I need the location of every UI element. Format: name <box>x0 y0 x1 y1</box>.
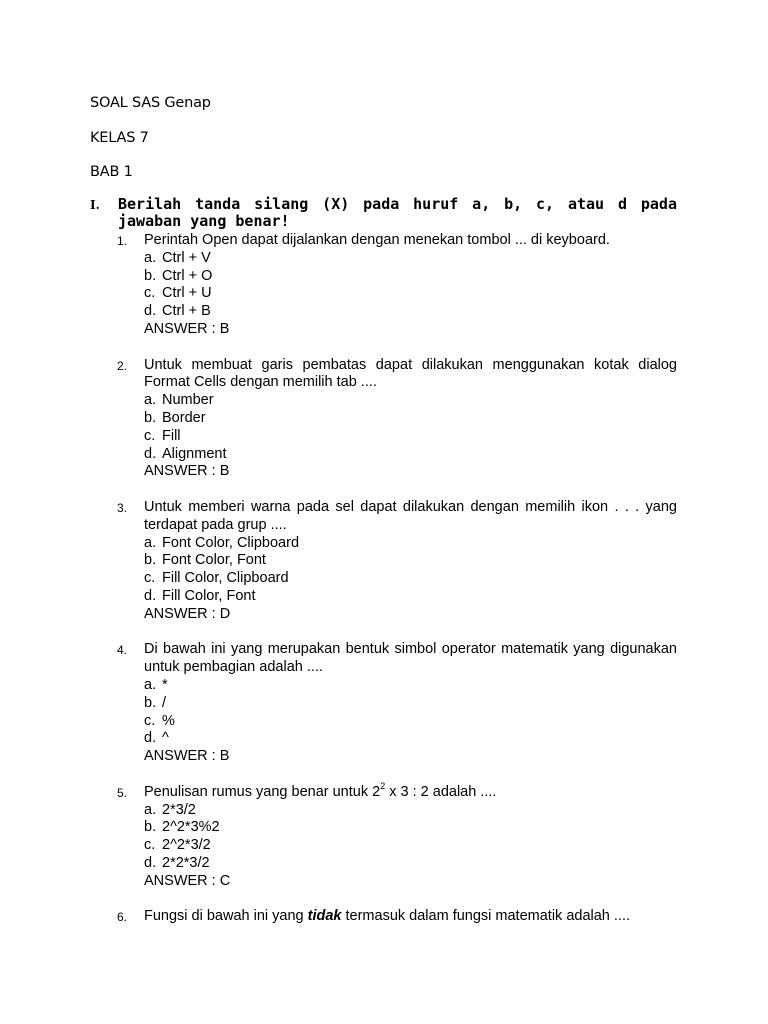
question-number: 1. <box>117 234 128 248</box>
option-a <box>144 250 677 268</box>
question-number: 3. <box>117 500 128 515</box>
question-item <box>117 232 677 339</box>
option-letter: c. <box>144 712 156 729</box>
question-text-part: x 3 : 2 adalah .... <box>385 783 497 800</box>
question-item <box>117 499 677 624</box>
option-letter: a. <box>144 801 157 818</box>
option-letter: b. <box>144 694 157 711</box>
option-letter: b. <box>144 409 157 426</box>
option-text: 2^2*3%2 <box>162 819 220 836</box>
option-d <box>144 588 677 606</box>
option-letter: b. <box>144 267 157 284</box>
option-d <box>144 303 677 321</box>
answer-key: ANSWER : B <box>144 748 230 765</box>
question-list <box>117 232 677 944</box>
option-letter: c. <box>144 837 156 854</box>
option-c <box>144 837 677 855</box>
option-letter: d. <box>144 587 157 604</box>
chapter-heading: BAB 1 <box>90 164 133 180</box>
question-number: 5. <box>117 785 128 800</box>
option-b <box>144 410 677 428</box>
option-text: Ctrl + V <box>162 249 211 266</box>
option-a <box>144 802 677 820</box>
question-item <box>117 780 677 891</box>
option-letter: b. <box>144 552 157 569</box>
option-c <box>144 570 677 588</box>
option-a <box>144 677 677 695</box>
option-letter: d. <box>144 730 157 747</box>
option-letter: c. <box>144 427 156 444</box>
option-b <box>144 695 677 713</box>
option-letter: c. <box>144 570 156 587</box>
option-d <box>144 855 677 873</box>
option-text: % <box>162 712 175 729</box>
question-text: Untuk membuat garis pembatas dapat dilakukan menggunakan kotak dialog Format Cells dengan memilih tab .... <box>144 356 677 391</box>
option-text: Ctrl + B <box>162 303 211 320</box>
option-text: Ctrl + U <box>162 285 212 302</box>
class-heading: KELAS 7 <box>90 130 149 146</box>
option-letter: a. <box>144 392 157 409</box>
option-c <box>144 713 677 731</box>
question-number: 2. <box>117 358 128 373</box>
option-letter: a. <box>144 249 157 266</box>
question-text <box>144 908 677 926</box>
option-text: 2*3/2 <box>162 801 196 818</box>
option-letter: a. <box>144 676 157 693</box>
option-text: Fill Color, Font <box>162 587 256 604</box>
option-b <box>144 268 677 286</box>
option-d <box>144 730 677 748</box>
question-text-part: Penulisan rumus yang benar untuk 2 <box>144 783 381 800</box>
option-letter: d. <box>144 854 157 871</box>
question-text: Di bawah ini yang merupakan bentuk simbol operator matematik yang digunakan untuk pembagian adalah .... <box>144 641 677 676</box>
question-text <box>144 780 677 802</box>
answer-key: ANSWER : B <box>144 463 230 480</box>
option-text: Font Color, Clipboard <box>162 534 300 551</box>
question-text-part: termasuk dalam fungsi matematik adalah .... <box>341 908 631 925</box>
option-b <box>144 552 677 570</box>
option-d <box>144 446 677 464</box>
option-text: * <box>162 676 168 693</box>
option-text: Border <box>162 409 206 426</box>
question-number: 4. <box>117 643 128 658</box>
option-text: Alignment <box>162 445 227 462</box>
option-a <box>144 392 677 410</box>
option-text: / <box>162 694 167 711</box>
option-a <box>144 535 677 553</box>
emphasis-word: tidak <box>307 908 342 925</box>
option-c <box>144 285 677 303</box>
question-text: Perintah Open dapat dijalankan dengan menekan tombol ... di keyboard. <box>144 232 610 248</box>
option-text: ^ <box>162 730 169 747</box>
question-text: Untuk memberi warna pada sel dapat dilakukan dengan memilih ikon . . . yang terdapat pada grup .... <box>144 498 677 533</box>
option-b <box>144 819 677 837</box>
option-text: Fill <box>162 427 181 444</box>
option-letter: b. <box>144 819 157 836</box>
option-letter: d. <box>144 303 157 320</box>
option-letter: a. <box>144 534 157 551</box>
section-number: I. <box>90 198 100 212</box>
option-c <box>144 428 677 446</box>
option-letter: c. <box>144 285 156 302</box>
answer-key: ANSWER : D <box>144 605 231 622</box>
answer-key: ANSWER : C <box>144 872 231 889</box>
option-text: Ctrl + O <box>162 267 213 284</box>
question-item <box>117 641 677 766</box>
option-text: 2^2*3/2 <box>162 837 211 854</box>
section-instruction-text: Berilah tanda silang (X) pada huruf a, b, c, atau d pada jawaban yang benar! <box>118 195 677 230</box>
question-item <box>117 908 677 926</box>
answer-key: ANSWER : B <box>144 320 230 337</box>
option-text: 2*2*3/2 <box>162 854 210 871</box>
option-letter: d. <box>144 445 157 462</box>
question-text-part: Fungsi di bawah ini yang <box>144 908 308 925</box>
option-text: Fill Color, Clipboard <box>162 570 289 587</box>
option-text: Font Color, Font <box>162 552 266 569</box>
question-number: 6. <box>117 910 128 925</box>
option-text: Number <box>162 392 214 409</box>
superscript-exponent: 2 <box>380 780 386 791</box>
document-title: SOAL SAS Genap <box>90 95 211 111</box>
question-item <box>117 357 677 482</box>
